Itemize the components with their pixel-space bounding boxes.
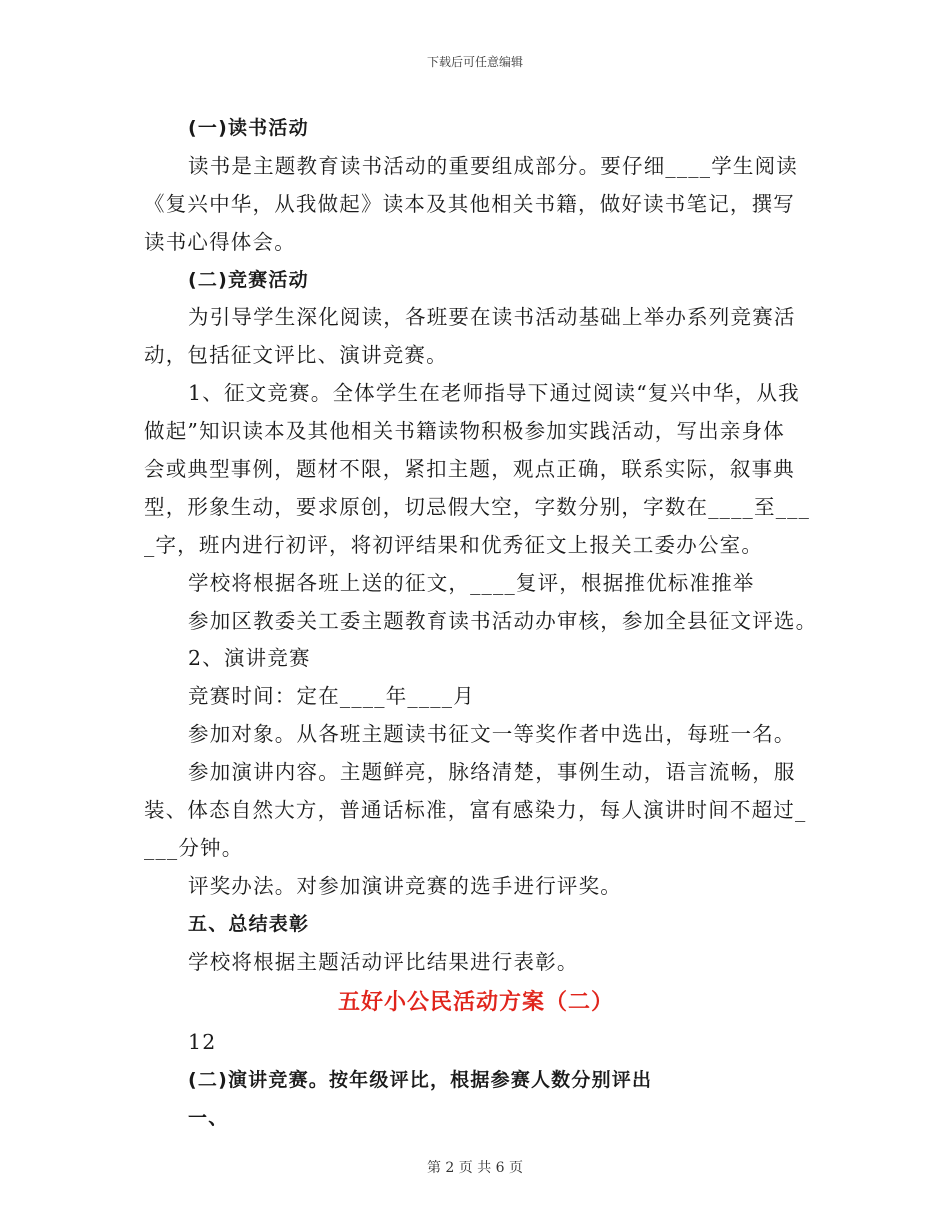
paragraph-line: 评奖办法。对参加演讲竞赛的选手进行评奖。 [188,873,622,898]
paragraph-line: 12 [188,1030,217,1055]
paragraph-line: 读书心得体会。 [144,229,296,254]
paragraph-line: 学校将根据主题活动评比结果进行表彰。 [188,949,579,974]
heading-section-one: 一、 [188,1107,229,1130]
paragraph-line: 做起”知识读本及其他相关书籍读物积极参加实践活动，写出亲身体 [144,419,785,444]
heading-speech-competition: (二)演讲竞赛。按年级评比，根据参赛人数分别评出 [188,1069,653,1092]
paragraph-line: 2、演讲竞赛 [188,646,311,671]
page-header-note: 下载后可任意编辑 [426,55,523,69]
paragraph-line: 参加对象。从各班主题读书征文一等奖作者中选出，每班一名。 [188,722,796,747]
section-title: 五好小公民活动方案（二） [337,990,614,1016]
paragraph-line: 1、征文竞赛。全体学生在老师指导下通过阅读“复兴中华，从我 [188,381,800,406]
heading-summary-commendation: 五、总结表彰 [188,912,310,935]
paragraph-line: 会或典型事例，题材不限，紧扣主题，观点正确，联系实际，叙事典 [144,457,795,482]
paragraph-line: 为引导学生深化阅读，各班要在读书活动基础上举办系列竞赛活 [188,305,796,330]
paragraph-line: 《复兴中华，从我做起》读本及其他相关书籍，做好读书笔记，撰写 [144,191,795,216]
heading-competition-activity: (二)竞赛活动 [188,268,309,291]
page-footer-number: 第 2 页 共 6 页 [426,1160,524,1176]
paragraph-line: 参加演讲内容。主题鲜亮，脉络清楚，事例生动，语言流畅，服 [188,760,796,785]
paragraph-line: ___分钟。 [144,835,244,860]
paragraph-line: 装、体态自然大方，普通话标准，富有感染力，每人演讲时间不超过_ [144,798,807,823]
paragraph-line: 竞赛时间：定在____年____月 [188,684,475,709]
document-body [144,110,818,1138]
paragraph-line: 参加区教委关工委主题教育读书活动办审核，参加全县征文评选。 [188,608,818,633]
heading-reading-activity: (一)读书活动 [188,117,309,139]
paragraph-line: 型，形象生动，要求原创，切忌假大空，字数分别，字数在____至___ [144,494,811,519]
paragraph-line: 动，包括征文评比、演讲竞赛。 [144,343,448,368]
paragraph-line: 读书是主题教育读书活动的重要组成部分。要仔细____学生阅读 [188,153,798,178]
paragraph-line: _字，班内进行初评，将初评结果和优秀征文上报关工委办公室。 [144,532,764,557]
paragraph-line: 学校将根据各班上送的征文，____复评，根据推优标准推举 [188,570,755,595]
